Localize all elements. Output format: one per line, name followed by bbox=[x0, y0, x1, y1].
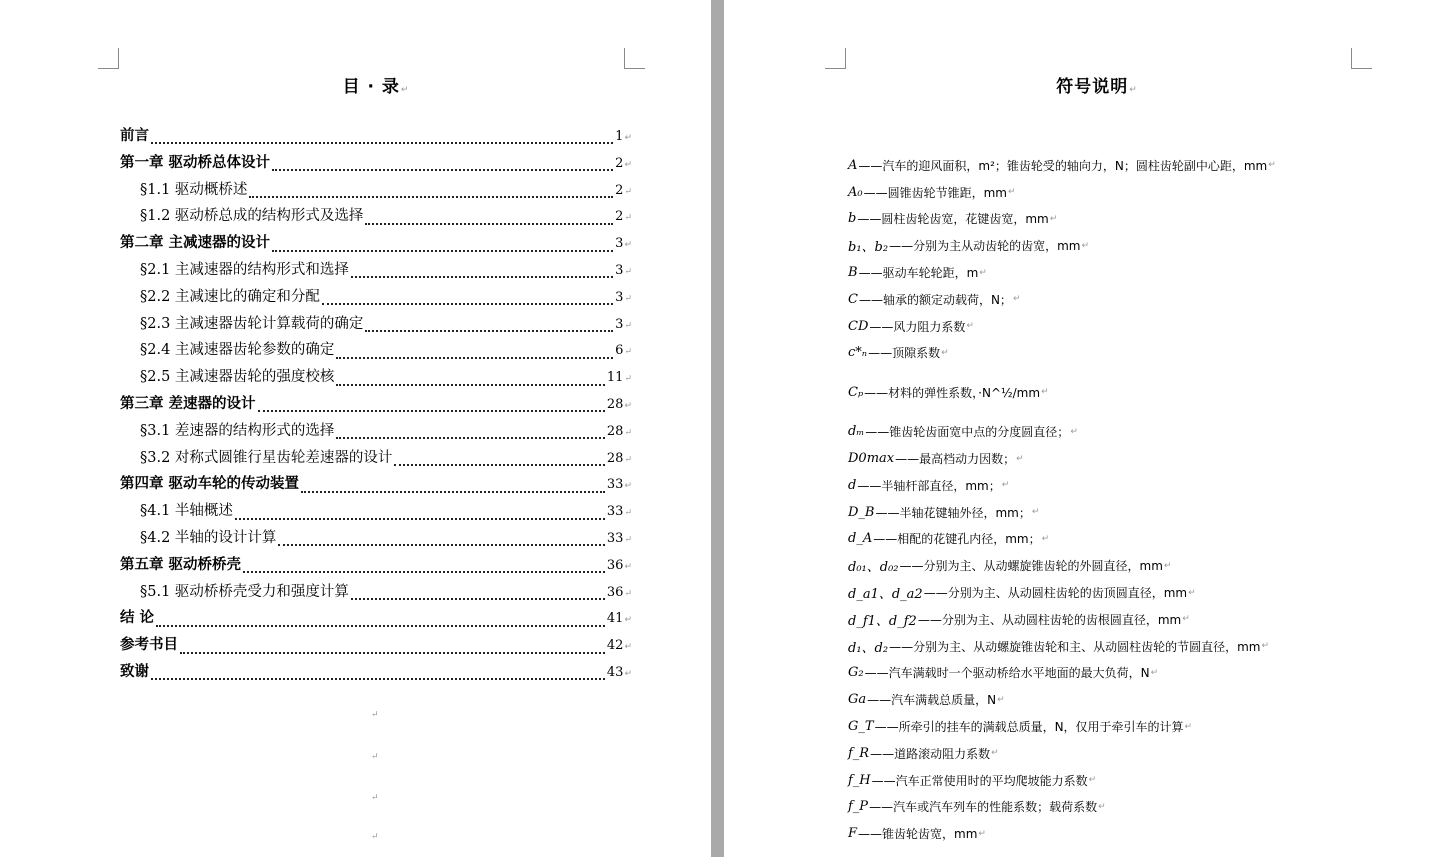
paragraph-mark: ↵ bbox=[979, 267, 987, 278]
paragraph-mark: ↵ bbox=[1088, 775, 1097, 786]
paragraph-mark: ↵ bbox=[966, 321, 974, 332]
symbol-description: ——分别为主、从动螺旋锥齿轮的外圆直径，mm bbox=[899, 559, 1163, 574]
paragraph-mark: ↵ bbox=[624, 400, 632, 411]
symbol-description: ——半轴杆部直径，mm； bbox=[857, 478, 1001, 493]
symbol-description: ——锥齿轮齿宽，mm bbox=[858, 827, 978, 842]
paragraph-mark: ↵ bbox=[371, 752, 379, 762]
paragraph-mark: ↵ bbox=[1008, 187, 1016, 198]
symbol-list bbox=[848, 152, 1438, 847]
symbol-variable: d_a1、d_a2 bbox=[848, 587, 923, 603]
symbol-description: ——汽车满载时一个驱动桥给水平地面的最大负荷，N bbox=[864, 666, 1150, 681]
crop-mark-top-right bbox=[1351, 48, 1372, 69]
crop-mark-top-left bbox=[98, 48, 119, 69]
toc-entry-label: 第二章 主减速器的设计 bbox=[120, 235, 271, 252]
symbol-variable: A₀ bbox=[848, 184, 863, 200]
symbol-variable: d_A bbox=[848, 531, 873, 547]
symbol-variable: Cₚ bbox=[848, 384, 864, 400]
symbol-entry bbox=[848, 552, 1438, 579]
symbol-entry bbox=[848, 152, 1438, 179]
symbol-variable: G_T bbox=[848, 719, 874, 735]
toc-entry-label: 前言 bbox=[120, 128, 149, 144]
toc-entry[interactable] bbox=[120, 312, 632, 339]
symbol-entry bbox=[848, 472, 1438, 499]
symbol-variable: F bbox=[848, 826, 858, 842]
paragraph-mark: ↵ bbox=[1049, 213, 1058, 224]
symbol-variable: C bbox=[848, 291, 858, 307]
symbol-description: ——所牵引的挂车的满载总质量，N，仅用于牵引车的计算 bbox=[874, 720, 1184, 735]
symbol-entry bbox=[848, 418, 1438, 445]
toc-entry-label: §4.2 半轴的设计计算 bbox=[140, 529, 277, 546]
symbol-description: ——分别为主、从动螺旋锥齿轮和主、从动圆柱齿轮的节圆直径，mm bbox=[889, 639, 1261, 654]
paragraph-mark: ↵ bbox=[371, 832, 379, 842]
toc-page bbox=[0, 0, 711, 857]
toc-entry[interactable] bbox=[120, 499, 632, 526]
toc-entry-page: 33 bbox=[606, 504, 624, 520]
paragraph-mark: ↵ bbox=[624, 427, 632, 438]
symbol-variable: D0max bbox=[848, 451, 895, 467]
symbol-description: ——汽车正常使用时的平均爬坡能力系数 bbox=[871, 773, 1088, 788]
paragraph-mark: ↵ bbox=[1041, 533, 1050, 544]
symbol-description: ——道路滚动阻力系数 bbox=[870, 746, 991, 761]
toc-entry-page: 43 bbox=[606, 664, 624, 680]
toc-entry-page: 28 bbox=[606, 423, 624, 439]
paragraph-mark: ↵ bbox=[624, 642, 632, 653]
paragraph-mark: ↵ bbox=[978, 828, 986, 839]
toc-entry-page: 3 bbox=[615, 236, 624, 252]
symbol-description: ——最高档动力因数； bbox=[895, 452, 1016, 467]
toc-entry-page: 3 bbox=[615, 262, 624, 278]
paragraph-mark: ↵ bbox=[624, 668, 632, 679]
symbol-entry bbox=[848, 445, 1438, 472]
toc-entry[interactable] bbox=[120, 178, 632, 205]
toc-entry-page: 2 bbox=[615, 155, 624, 171]
symbol-entry bbox=[848, 366, 1438, 418]
symbol-description: ——分别为主、从动圆柱齿轮的齿根圆直径，mm bbox=[917, 612, 1182, 627]
symbol-description: ——轴承的额定动载荷，N； bbox=[858, 292, 1012, 307]
symbol-variable: b₁、b₂ bbox=[848, 240, 889, 256]
symbol-variable: d₀₁、d₀₂ bbox=[848, 560, 899, 576]
symbol-variable: A bbox=[848, 157, 858, 173]
paragraph-mark: ↵ bbox=[1150, 667, 1159, 678]
toc-leader-dots bbox=[336, 437, 604, 439]
symbol-variable: CD bbox=[848, 318, 869, 334]
symbol-variable: f_P bbox=[848, 799, 869, 815]
paragraph-mark: ↵ bbox=[1070, 426, 1078, 437]
toc-entry-page: 2 bbox=[615, 182, 624, 198]
toc-entry[interactable] bbox=[120, 660, 632, 687]
symbol-entry bbox=[848, 633, 1438, 660]
toc-entry[interactable] bbox=[120, 633, 632, 660]
toc-entry-page: 2 bbox=[615, 209, 624, 225]
symbol-entry bbox=[848, 499, 1438, 526]
paragraph-mark: ↵ bbox=[624, 615, 632, 626]
paragraph-mark: ↵ bbox=[624, 320, 632, 331]
paragraph-mark: ↵ bbox=[624, 588, 632, 599]
toc-entry[interactable] bbox=[120, 526, 632, 553]
toc-entry-label: §5.1 驱动桥桥壳受力和强度计算 bbox=[140, 583, 349, 600]
toc-entry-page: 33 bbox=[606, 477, 624, 493]
symbol-entry bbox=[848, 259, 1438, 286]
paragraph-mark: ↵ bbox=[941, 347, 949, 358]
paragraph-mark: ↵ bbox=[1001, 480, 1010, 491]
symbol-entry bbox=[848, 713, 1438, 740]
paragraph-mark: ↵ bbox=[1081, 240, 1090, 251]
symbol-description: ——汽车的迎风面积，m²；锥齿轮受的轴向力，N；圆柱齿轮副中心距，mm bbox=[858, 158, 1268, 173]
paragraph-mark: ↵ bbox=[1098, 801, 1106, 812]
toc-entry-label: 第三章 差速器的设计 bbox=[120, 395, 256, 412]
toc-leader-dots bbox=[151, 142, 613, 144]
symbol-description: ——圆柱齿轮齿宽，花键齿宽，mm bbox=[857, 212, 1049, 227]
symbol-entry bbox=[848, 579, 1438, 606]
toc-entry-label: §3.1 差速器的结构形式的选择 bbox=[140, 422, 335, 439]
symbol-description: ——圆锥齿轮节锥距，mm bbox=[863, 185, 1007, 200]
toc-leader-dots bbox=[351, 276, 613, 278]
toc-entry-label: §2.2 主减速比的确定和分配 bbox=[140, 288, 320, 305]
paragraph-mark: ↵ bbox=[1016, 453, 1024, 464]
toc-entry[interactable] bbox=[120, 338, 632, 365]
toc-leader-dots bbox=[235, 518, 605, 520]
symbol-description: ——相配的花键孔内径，mm； bbox=[873, 532, 1041, 547]
toc-leader-dots bbox=[151, 678, 605, 680]
toc-leader-dots bbox=[249, 196, 613, 198]
symbol-entry bbox=[848, 232, 1438, 259]
toc-leader-dots bbox=[365, 223, 613, 225]
toc-entry-page: 6 bbox=[615, 343, 624, 359]
toc-leader-dots bbox=[180, 652, 605, 654]
symbol-entry bbox=[848, 767, 1438, 794]
toc-entry-label: §2.3 主减速器齿轮计算载荷的确定 bbox=[140, 315, 364, 332]
toc-entry-label: §4.1 半轴概述 bbox=[140, 503, 233, 520]
toc-leader-dots bbox=[278, 544, 604, 546]
toc-leader-dots bbox=[301, 491, 605, 493]
symbol-entry bbox=[848, 740, 1438, 767]
toc-entry-page: 36 bbox=[606, 557, 624, 573]
symbol-description: ——锥齿轮齿面宽中点的分度圆直径； bbox=[865, 425, 1070, 440]
symbol-entry bbox=[848, 313, 1438, 340]
symbol-variable: Ga bbox=[848, 692, 867, 708]
toc-entry[interactable] bbox=[120, 419, 632, 446]
toc-leader-dots bbox=[272, 250, 613, 252]
toc-leader-dots bbox=[258, 410, 605, 412]
paragraph-mark: ↵ bbox=[991, 748, 999, 759]
crop-mark-top-right bbox=[624, 48, 645, 69]
symbol-description: ——分别为主从动齿轮的齿宽，mm bbox=[889, 239, 1081, 254]
page-title: 目 · 录↵ bbox=[342, 77, 410, 97]
paragraph-mark: ↵ bbox=[1268, 160, 1276, 171]
symbol-variable: D_B bbox=[848, 504, 875, 520]
toc-entry-label: §3.2 对称式圆锥行星齿轮差速器的设计 bbox=[140, 449, 393, 466]
toc-leader-dots bbox=[365, 330, 613, 332]
paragraph-mark: ↵ bbox=[1012, 294, 1021, 305]
toc-entry-label: 参考书目 bbox=[120, 637, 178, 654]
toc-entry-page: 3 bbox=[615, 289, 624, 305]
symbol-entry bbox=[848, 660, 1438, 687]
symbol-entry bbox=[848, 686, 1438, 713]
toc-leader-dots bbox=[322, 303, 613, 305]
paragraph-mark: ↵ bbox=[1041, 387, 1049, 398]
symbol-entry bbox=[848, 526, 1438, 553]
symbol-variable: d_f1、d_f2 bbox=[848, 613, 917, 629]
toc-entry[interactable] bbox=[120, 285, 632, 312]
toc-leader-dots bbox=[351, 598, 605, 600]
toc-entry-page: 1 bbox=[615, 129, 624, 144]
toc-entry-page: 33 bbox=[606, 530, 624, 546]
symbol-entry bbox=[848, 606, 1438, 633]
symbol-variable: G₂ bbox=[848, 665, 864, 681]
paragraph-mark: ↵ bbox=[624, 454, 632, 465]
toc-leader-dots bbox=[336, 357, 613, 359]
paragraph-mark: ↵ bbox=[624, 133, 632, 143]
symbol-entry bbox=[848, 179, 1438, 206]
toc-entry[interactable] bbox=[120, 231, 632, 258]
toc-entry[interactable] bbox=[120, 365, 632, 392]
toc-entry[interactable] bbox=[120, 151, 632, 178]
paragraph-mark: ↵ bbox=[624, 534, 632, 545]
symbol-description: ——汽车满载总质量，N bbox=[867, 693, 997, 708]
symbol-description: ——半轴花键轴外径，mm； bbox=[875, 505, 1031, 520]
toc-entry-label: §2.4 主减速器齿轮参数的确定 bbox=[140, 342, 335, 359]
symbol-entry bbox=[848, 820, 1438, 847]
toc-entry[interactable] bbox=[120, 606, 632, 633]
symbol-variable: f_R bbox=[848, 745, 870, 761]
toc-entry[interactable] bbox=[120, 553, 632, 580]
symbol-entry bbox=[848, 794, 1438, 821]
toc-entry[interactable] bbox=[120, 204, 632, 231]
toc-entry[interactable] bbox=[120, 580, 632, 607]
symbol-variable: f_H bbox=[848, 772, 871, 788]
symbol-variable: b bbox=[848, 211, 857, 227]
page-title: 符号说明↵ bbox=[1056, 77, 1138, 97]
toc-entry-label: §1.2 驱动桥总成的结构形式及选择 bbox=[140, 208, 364, 225]
paragraph-mark: ↵ bbox=[624, 347, 632, 358]
toc-entry[interactable] bbox=[120, 258, 632, 285]
toc-entry-page: 3 bbox=[615, 316, 624, 332]
toc-leader-dots bbox=[336, 384, 604, 386]
toc-entry[interactable] bbox=[120, 124, 632, 151]
paragraph-mark: ↵ bbox=[1182, 614, 1190, 625]
symbol-entry bbox=[848, 206, 1438, 233]
toc-entry-page: 28 bbox=[606, 450, 624, 466]
symbol-description: ——分别为主、从动圆柱齿轮的齿顶圆直径，mm bbox=[923, 586, 1188, 601]
paragraph-mark: ↵ bbox=[624, 159, 632, 170]
symbol-description: ——汽车或汽车列车的性能系数；载荷系数 bbox=[869, 800, 1098, 815]
paragraph-mark: ↵ bbox=[624, 481, 632, 492]
paragraph-mark: ↵ bbox=[624, 374, 632, 385]
toc-leader-dots bbox=[243, 571, 605, 573]
toc-entry-page: 28 bbox=[606, 396, 624, 412]
toc-entry-label: §1.1 驱动概桥述 bbox=[140, 181, 248, 198]
paragraph-mark: ↵ bbox=[1261, 641, 1270, 652]
symbol-description: ——驱动车轮轮距，m bbox=[858, 266, 979, 281]
toc-entry[interactable] bbox=[120, 472, 632, 499]
symbol-variable: d₁、d₂ bbox=[848, 640, 889, 656]
paragraph-mark: ↵ bbox=[1163, 560, 1172, 571]
paragraph-mark: ↵ bbox=[624, 561, 632, 572]
paragraph-mark: ↵ bbox=[624, 266, 632, 277]
toc-entry-page: 41 bbox=[606, 611, 624, 627]
symbol-variable: c*ₙ bbox=[848, 345, 868, 361]
toc-entry[interactable] bbox=[120, 446, 632, 473]
toc-entry-label: 第五章 驱动桥桥壳 bbox=[120, 556, 242, 573]
symbol-variable: dₘ bbox=[848, 424, 865, 440]
toc-leader-dots bbox=[156, 625, 605, 627]
paragraph-mark: ↵ bbox=[624, 186, 632, 197]
symbol-description: ——顶隙系数 bbox=[868, 346, 941, 361]
symbol-description: ——风力阻力系数 bbox=[869, 319, 966, 334]
toc-entry-label: 结 论 bbox=[120, 610, 155, 627]
toc-entry-page: 36 bbox=[606, 584, 624, 600]
paragraph-mark: ↵ bbox=[1184, 721, 1193, 732]
toc-entry-label: 第一章 驱动桥总体设计 bbox=[120, 154, 271, 171]
toc-entry-label: 第四章 驱动车轮的传动装置 bbox=[120, 476, 300, 493]
paragraph-mark: ↵ bbox=[624, 240, 632, 251]
paragraph-mark: ↵ bbox=[1031, 507, 1040, 518]
paragraph-mark: ↵ bbox=[997, 694, 1005, 705]
paragraph-mark: ↵ bbox=[1188, 587, 1196, 598]
toc-list bbox=[120, 124, 632, 687]
symbols-page bbox=[724, 0, 1441, 857]
symbol-entry bbox=[848, 340, 1438, 367]
toc-leader-dots bbox=[272, 169, 613, 171]
paragraph-mark: ↵ bbox=[624, 213, 632, 224]
crop-mark-top-left bbox=[825, 48, 846, 69]
paragraph-mark: ↵ bbox=[371, 793, 379, 803]
toc-entry-label: §2.5 主减速器齿轮的强度校核 bbox=[140, 369, 335, 386]
paragraph-mark: ↵ bbox=[371, 710, 379, 720]
paragraph-mark: ↵ bbox=[624, 508, 632, 519]
toc-entry-label: §2.1 主减速器的结构形式和选择 bbox=[140, 261, 349, 278]
symbol-description: ——材料的弹性系数，·N^½/mm bbox=[864, 385, 1041, 400]
toc-entry-page: 11 bbox=[606, 370, 624, 386]
paragraph-mark: ↵ bbox=[624, 293, 632, 304]
symbol-variable: d bbox=[848, 477, 857, 493]
toc-leader-dots bbox=[394, 464, 604, 466]
symbol-variable: B bbox=[848, 265, 858, 281]
symbol-entry bbox=[848, 286, 1438, 313]
toc-entry-label: 致谢 bbox=[120, 663, 149, 680]
toc-entry-page: 42 bbox=[606, 638, 624, 654]
toc-entry[interactable] bbox=[120, 392, 632, 419]
